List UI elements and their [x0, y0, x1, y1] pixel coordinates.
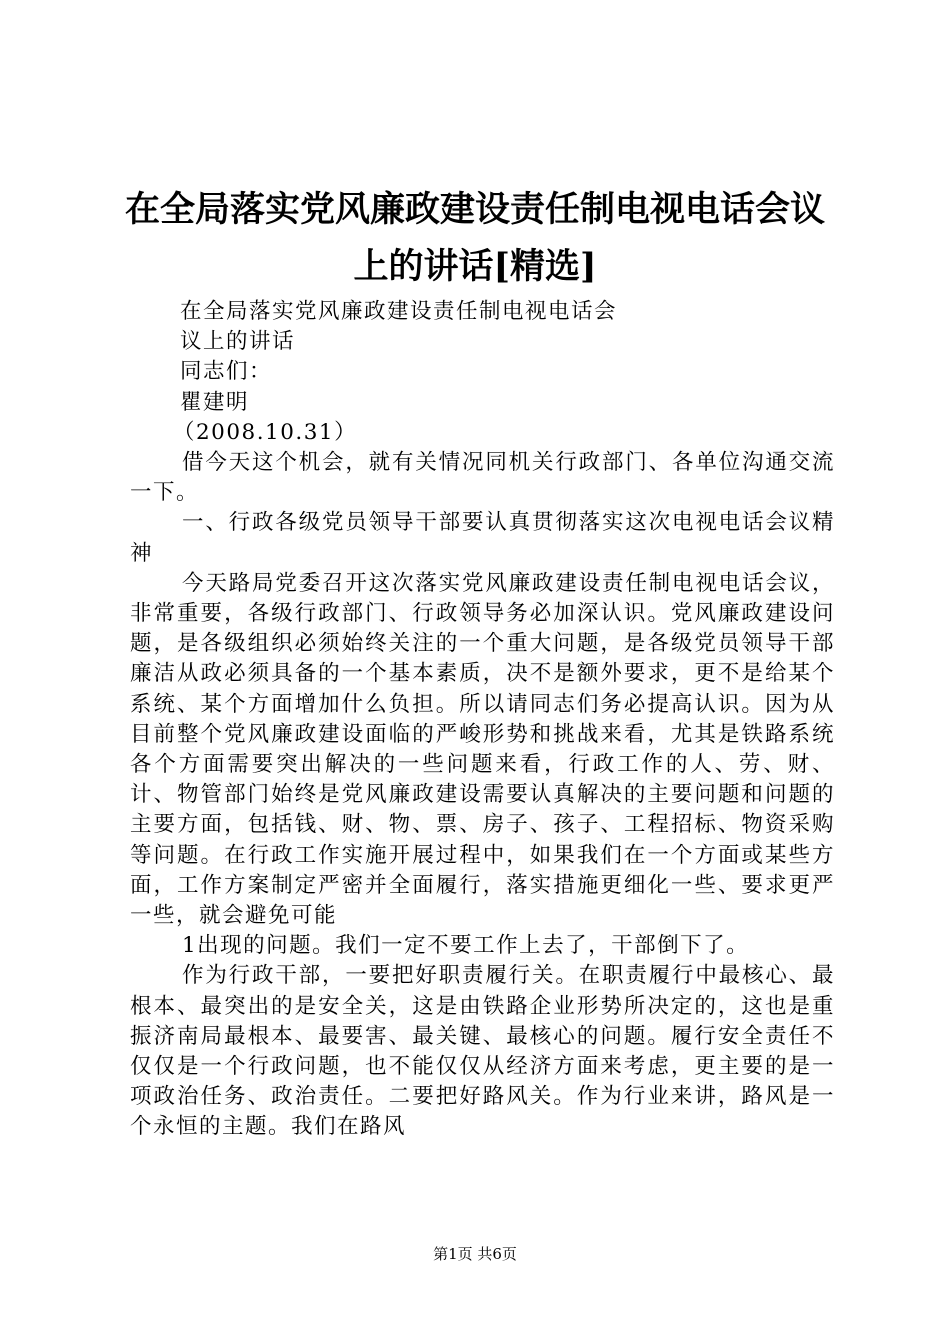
document-body	[130, 297, 835, 1143]
speech-date: （2008.10.31）	[173, 419, 358, 445]
paragraph-continuation: 1出现的问题。我们一定不要工作上去了，干部倒下了。	[182, 933, 750, 959]
subheading-line-2: 议上的讲话	[180, 329, 296, 355]
paragraph-section-heading: 一、行政各级党员领导干部要认真贯彻落实这次电视电话会议精神	[130, 510, 835, 566]
salutation: 同志们：	[180, 359, 273, 385]
document-title-line-1: 在全局落实党风廉政建设责任制电视电话会议	[124, 189, 825, 230]
speaker-name: 瞿建明	[180, 389, 250, 415]
document-title-line-2: 上的讲话[精选]	[353, 246, 597, 287]
page-footer: 第1页 共6页	[433, 1245, 517, 1263]
paragraph-intro: 借今天这个机会，就有关情况同机关行政部门、各单位沟通交流一下。	[130, 450, 835, 506]
paragraph-main: 今天路局党委召开这次落实党风廉政建设责任制电视电话会议，非常重要，各级行政部门、行政领导务必加深认识。党风廉政建设问题，是各级组织必须始终关注的一个重大问题，是各级党员领导干部廉洁从政必须具备的一个基本素质，决不是额外要求，更不是给某个系统、某个方面增加什么负担。所以请同志们务必提高认识。因为从目前整个党风廉政建设面临的严峻形势和挑战来看，尤其是铁路系统各个方面需要突出解决的一些问题来看，行政工作的人、劳、财、计、物管部门始终是党风廉政建设需要认真解决的主要问题和问题的主要方面，包括钱、财、物、票、房子、孩子、工程招标、物资采购等问题。在行政工作实施开展过程中，如果我们在一个方面或某些方面，工作方案制定严密并全面履行，落实措施更细化一些、要求更严一些，就会避免可能	[130, 570, 835, 929]
subheading-line-1: 在全局落实党风廉政建设责任制电视电话会	[180, 299, 618, 324]
paragraph-duties: 作为行政干部，一要把好职责履行关。在职责履行中最核心、最根本、最突出的是安全关，这是由铁路企业形势所决定的，这也是重振济南局最根本、最要害、最关键、最核心的问题。履行安全责任不仅仅是一个行政问题，也不能仅仅从经济方面来考虑，更主要的是一项政治任务、政治责任。二要把好路风关。作为行业来讲，路风是一个永恒的主题。我们在路风	[130, 963, 835, 1140]
